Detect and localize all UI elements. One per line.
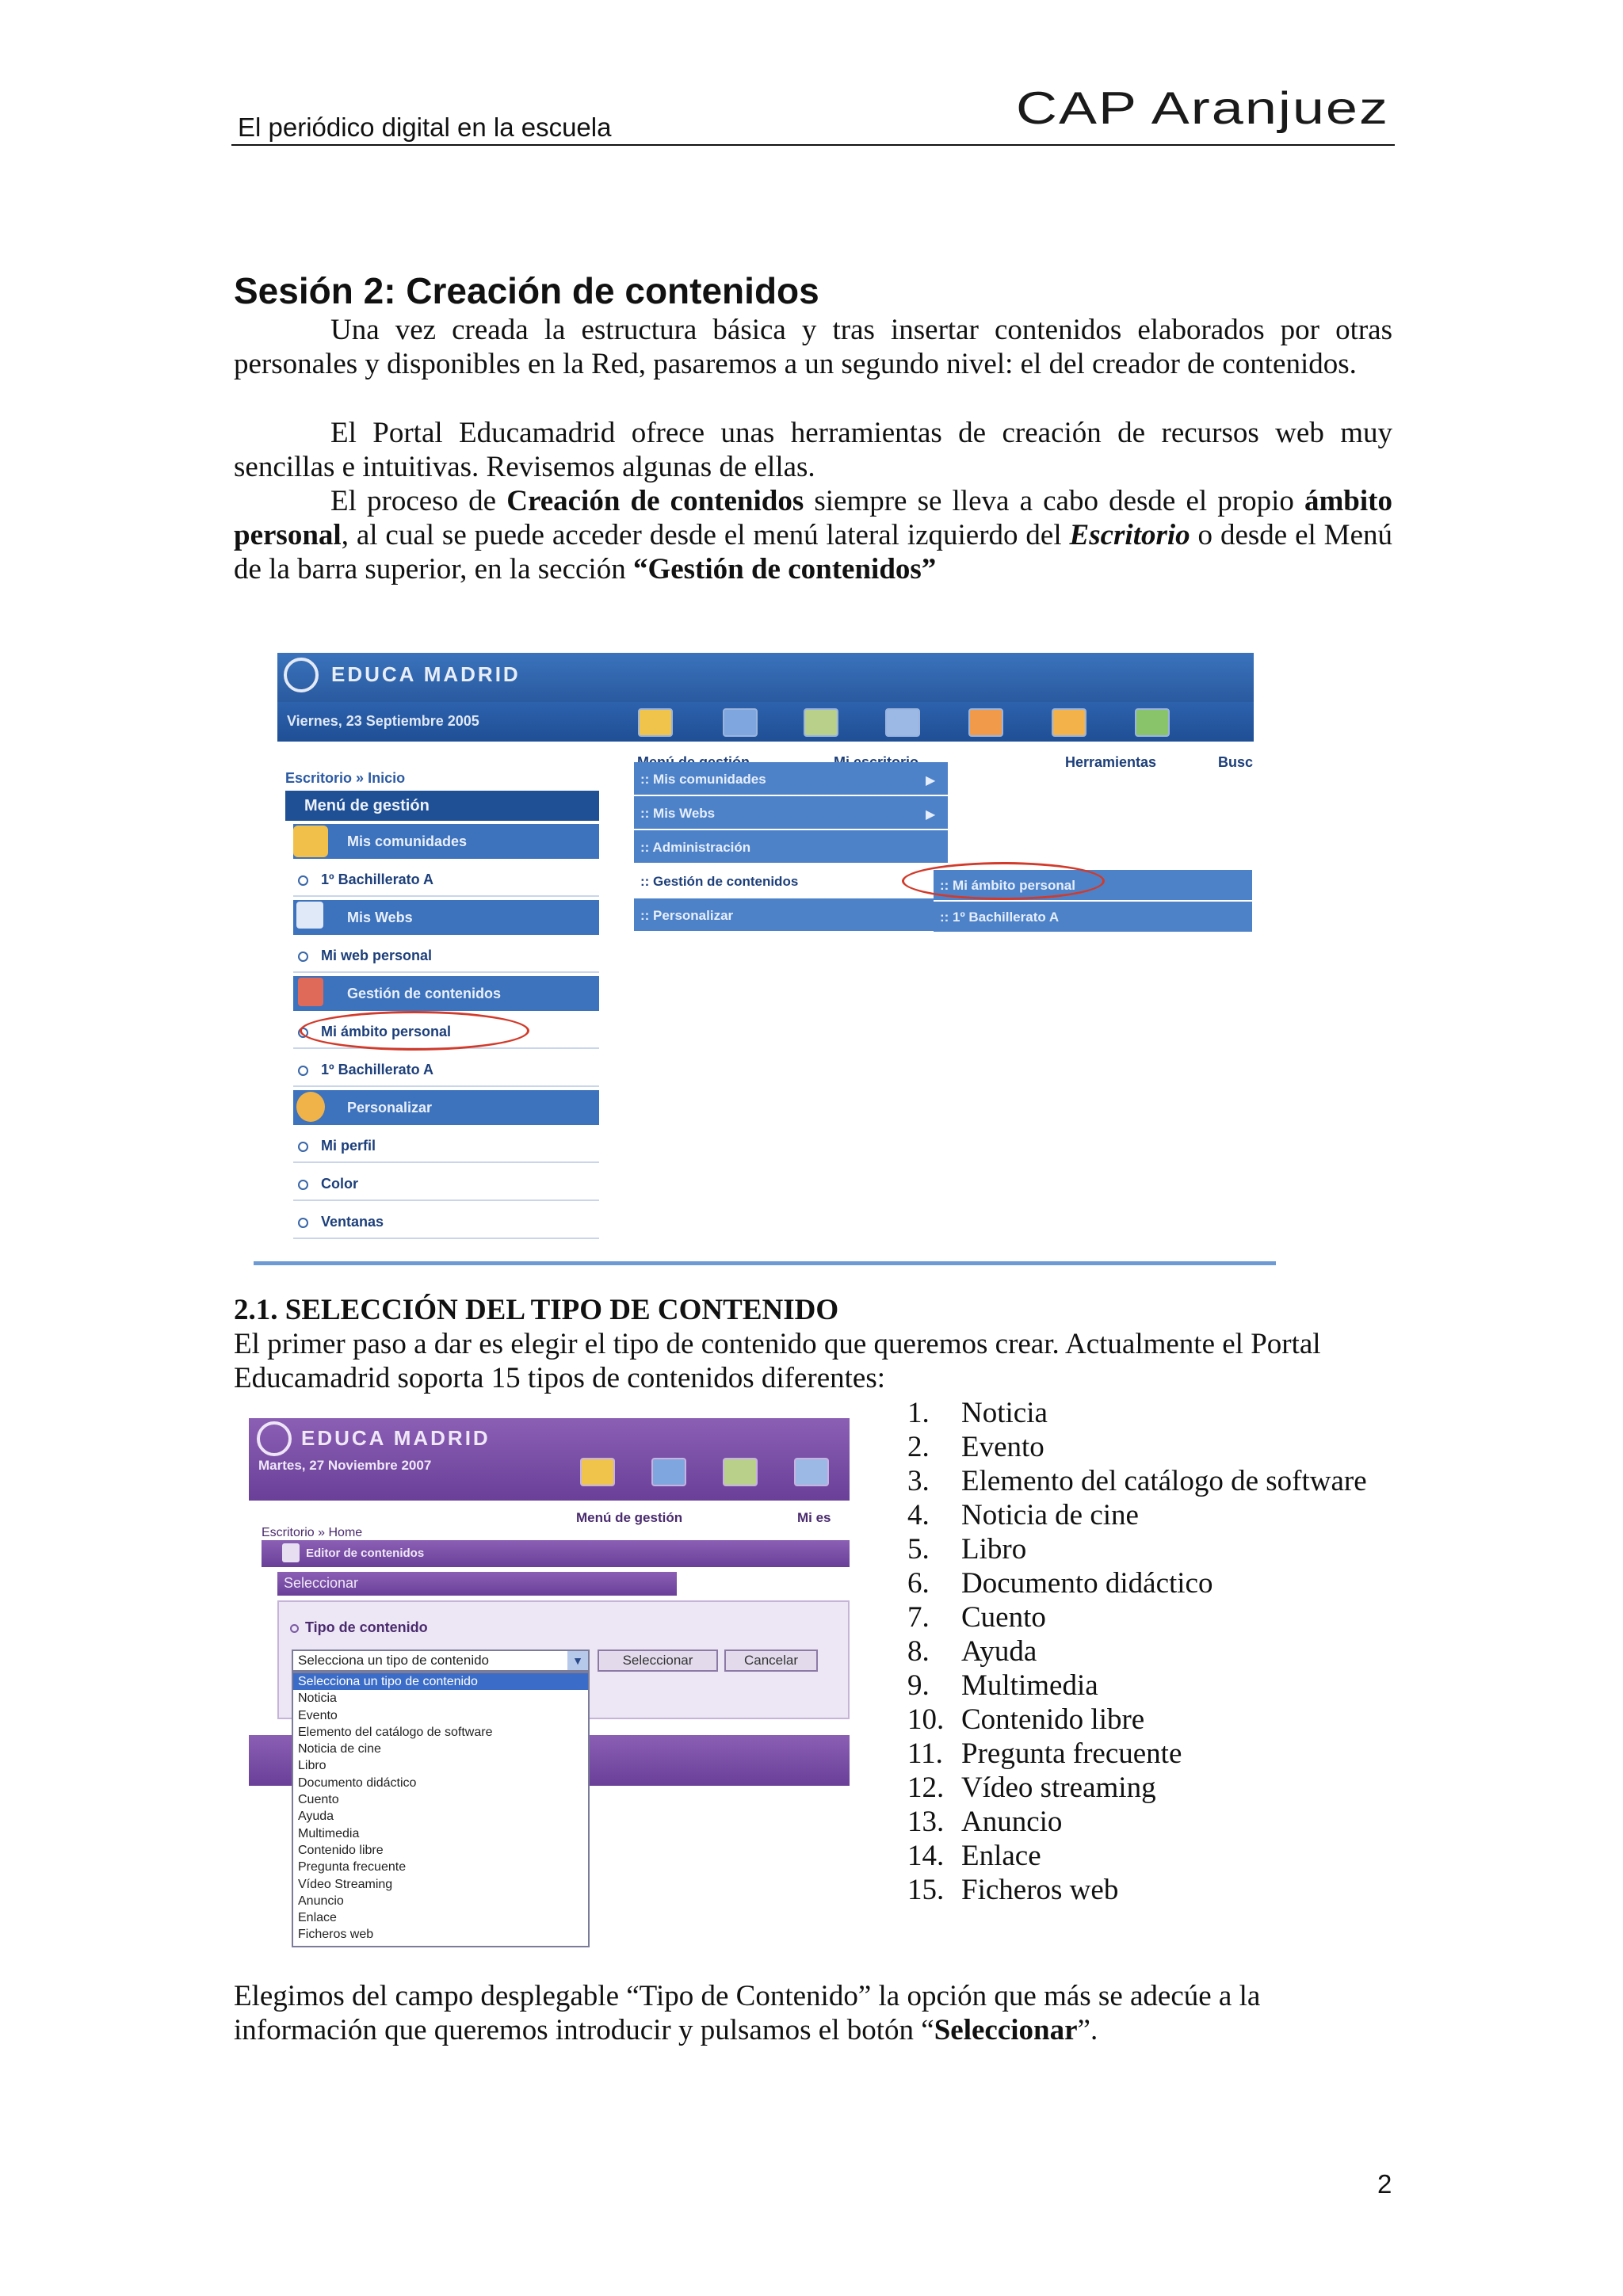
option-multimedia[interactable]: Multimedia — [298, 1826, 360, 1840]
webs-icon — [296, 902, 323, 929]
submenu-bachillerato[interactable]: :: 1º Bachillerato A — [934, 902, 1252, 933]
mail-icon[interactable] — [638, 708, 673, 737]
menu-herramientas[interactable]: Herramientas — [1065, 754, 1157, 770]
list-item: 2. Evento — [907, 1431, 1044, 1463]
breadcrumb: Escritorio » Inicio — [285, 770, 406, 786]
paragraph-2: El Portal Educamadrid ofrece unas herramientas de creación de recursos web muy sencillas e intuitivas. Revisemos algunas de ellas. — [234, 417, 1392, 483]
date-text: Viernes, 23 Septiembre 2005 — [287, 713, 479, 729]
option-placeholder[interactable]: Selecciona un tipo de contenido — [293, 1673, 588, 1690]
brand-text: EDUCA MADRID — [331, 662, 521, 686]
list-item: 7. Cuento — [907, 1601, 1046, 1634]
side-section-comunidades[interactable]: Mis comunidades — [293, 824, 599, 859]
dropdown-webs[interactable]: :: Mis Webs — [634, 796, 948, 830]
list-item: 10. Contenido libre — [907, 1703, 1145, 1736]
cap-aranjuez-logo: CAP Aranjuez — [1016, 82, 1389, 134]
side-item-bachillerato-2[interactable]: 1º Bachillerato A — [293, 1052, 599, 1087]
option-ayuda[interactable]: Ayuda — [298, 1810, 334, 1824]
highlight-ellipse-right — [902, 862, 1105, 900]
decorative-line — [254, 1261, 1276, 1265]
option-contenido-libre[interactable]: Contenido libre — [298, 1843, 384, 1857]
option-elemento-catalogo[interactable]: Elemento del catálogo de software — [298, 1725, 493, 1739]
option-documento-didactico[interactable]: Documento didáctico — [298, 1775, 417, 1790]
chevron-right-icon: ▶ — [926, 808, 936, 822]
mail-icon[interactable] — [580, 1458, 615, 1486]
option-noticia-cine[interactable]: Noticia de cine — [298, 1742, 381, 1756]
dropdown-personalizar[interactable]: :: Personalizar — [634, 898, 948, 933]
list-item: 4. Noticia de cine — [907, 1499, 1139, 1531]
list-item: 6. Documento didáctico — [907, 1567, 1213, 1600]
search-icon[interactable] — [885, 708, 920, 737]
educamadrid-screenshot-1 — [231, 643, 1279, 1277]
option-noticia[interactable]: Noticia — [298, 1691, 337, 1706]
date-text: Martes, 27 Noviembre 2007 — [258, 1458, 432, 1473]
content-type-select[interactable]: Selecciona un tipo de contenido — [292, 1650, 590, 1672]
dropdown-gestion-contenidos[interactable]: :: Gestión de contenidos — [634, 864, 948, 898]
list-item: 5. Libro — [907, 1533, 1027, 1566]
highlight-ellipse-left — [300, 1011, 529, 1051]
contacts-icon[interactable] — [804, 708, 838, 737]
educamadrid-screenshot-2 — [231, 1410, 850, 1949]
editor-icon — [282, 1543, 300, 1562]
list-item: 15. Ficheros web — [907, 1874, 1119, 1906]
educamadrid-logo-icon — [284, 658, 319, 692]
option-evento[interactable]: Evento — [298, 1708, 338, 1722]
personalize-icon — [296, 1092, 325, 1122]
calendar-icon[interactable] — [723, 708, 758, 737]
submenu-ambito-personal[interactable]: :: Mi ámbito personal — [934, 870, 1252, 902]
menu-gestion[interactable]: Menú de gestión — [576, 1510, 683, 1525]
contents-icon — [298, 978, 323, 1006]
side-menu-head: Menú de gestión — [285, 791, 599, 821]
chevron-down-icon[interactable]: ▼ — [567, 1651, 588, 1670]
section-title: Sesión 2: Creación de contenidos — [234, 270, 819, 311]
chevron-right-icon: ▶ — [926, 774, 936, 788]
header-rule — [231, 144, 1395, 146]
side-item-web-personal[interactable]: Mi web personal — [293, 938, 599, 973]
option-enlace[interactable]: Enlace — [298, 1911, 337, 1925]
notes-icon[interactable] — [1052, 708, 1086, 737]
side-section-webs[interactable]: Mis Webs — [293, 900, 599, 935]
list-item: 12. Vídeo streaming — [907, 1772, 1156, 1804]
dropdown-comunidades[interactable]: :: Mis comunidades — [634, 762, 948, 796]
side-item-ventanas[interactable]: Ventanas — [293, 1204, 599, 1239]
content-type-options[interactable] — [292, 1672, 590, 1947]
side-item-bachillerato[interactable]: 1º Bachillerato A — [293, 862, 599, 897]
brand-text: EDUCA MADRID — [301, 1426, 491, 1450]
list-item: 13. Anuncio — [907, 1806, 1063, 1838]
calendar-icon[interactable] — [651, 1458, 686, 1486]
dropdown-administracion[interactable]: :: Administración — [634, 830, 948, 864]
option-libro[interactable]: Libro — [298, 1759, 327, 1773]
side-item-perfil[interactable]: Mi perfil — [293, 1128, 599, 1163]
breadcrumb: Escritorio » Home — [262, 1526, 363, 1539]
paragraph-3: El proceso de Creación de contenidos siempre se lleva a cabo desde el propio ámbito personal, al cual se puede acceder desde el menú lateral izquierdo del Escritorio o desde el Menú de la barra superior, en la sección “Gestión de contenidos” — [234, 485, 1392, 585]
option-video-streaming[interactable]: Vídeo Streaming — [298, 1877, 393, 1891]
field-label: Tipo de contenido — [290, 1619, 428, 1636]
option-pregunta-frecuente[interactable]: Pregunta frecuente — [298, 1860, 407, 1875]
panel-title: Editor de contenidos — [306, 1547, 425, 1560]
help-icon[interactable] — [1135, 708, 1170, 737]
paragraph-1: Una vez creada la estructura básica y tras insertar contenidos elaborados por otras personales y disponibles en la Red, pasaremos a un segundo nivel: el del creador de contenidos. — [234, 314, 1392, 380]
page-number: 2 — [1377, 2169, 1392, 2199]
list-item: 14. Enlace — [907, 1840, 1041, 1872]
tab-seleccionar[interactable]: Seleccionar — [284, 1575, 359, 1591]
contacts-icon[interactable] — [723, 1458, 758, 1486]
agenda-icon[interactable] — [968, 708, 1003, 737]
subsection-title: 2.1. SELECCIÓN DEL TIPO DE CONTENIDO — [234, 1294, 839, 1326]
content-types-list — [907, 1396, 1395, 1907]
option-ficheros-web[interactable]: Ficheros web — [298, 1928, 374, 1942]
list-item: 3. Elemento del catálogo de software — [907, 1465, 1367, 1497]
side-section-personalizar[interactable]: Personalizar — [293, 1090, 599, 1125]
menu-mi-escritorio[interactable]: Mi es — [797, 1510, 831, 1525]
home-icon — [293, 826, 328, 857]
menu-buscar[interactable]: Busc — [1218, 754, 1254, 770]
list-item: 1. Noticia — [907, 1397, 1048, 1429]
cancel-button[interactable]: Cancelar — [724, 1650, 818, 1672]
option-cuento[interactable]: Cuento — [298, 1793, 339, 1807]
select-button[interactable]: Seleccionar — [598, 1650, 718, 1672]
list-item: 8. Ayuda — [907, 1635, 1037, 1668]
option-anuncio[interactable]: Anuncio — [298, 1894, 344, 1908]
list-item: 9. Multimedia — [907, 1669, 1098, 1702]
side-item-color[interactable]: Color — [293, 1166, 599, 1201]
subsection-intro: El primer paso a dar es elegir el tipo de contenido que queremos crear. Actualmente el Portal Educamadrid soporta 15 tipos de contenidos diferentes: — [234, 1328, 1321, 1394]
search-icon[interactable] — [794, 1458, 829, 1486]
list-item: 11. Pregunta frecuente — [907, 1737, 1182, 1770]
side-item-ambito-personal[interactable]: Mi ámbito personal — [293, 1014, 599, 1049]
closing-paragraph: Elegimos del campo desplegable “Tipo de Contenido” la opción que más se adecúe a la información que queremos introducir y pulsamos el botón “Seleccionar”. — [234, 1980, 1261, 2046]
side-section-gestion[interactable]: Gestión de contenidos — [293, 976, 599, 1011]
document-title: El periódico digital en la escuela — [238, 113, 612, 142]
educamadrid-logo-icon — [257, 1421, 292, 1456]
